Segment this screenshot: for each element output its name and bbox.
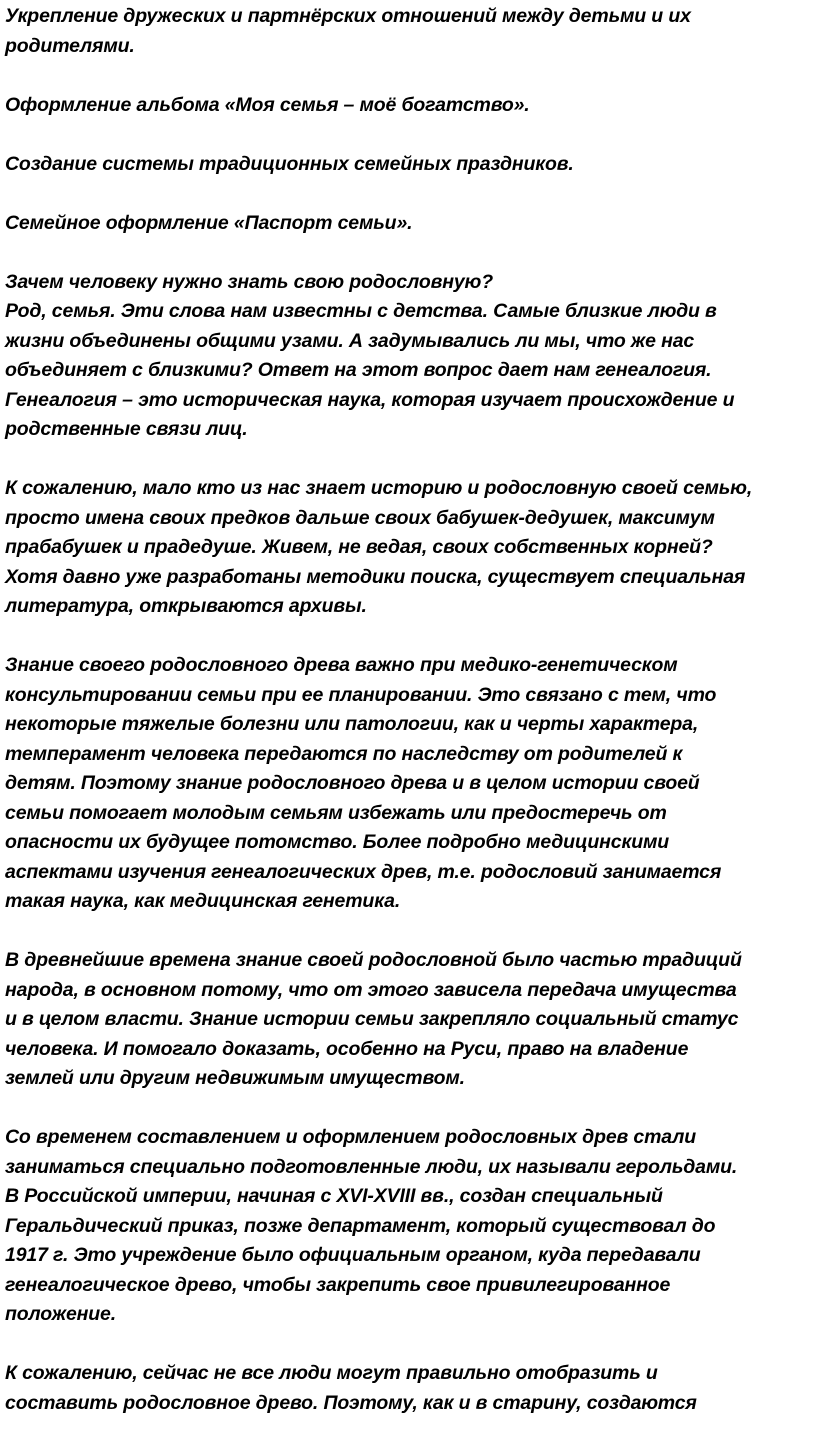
text-line: генеалогическое древо, чтобы закрепить свое привилегированное — [5, 1273, 671, 1296]
text-line: литература, открываются архивы. — [5, 595, 367, 617]
text-line: Геральдический приказ, позже департамент, который существовал до — [5, 1214, 716, 1237]
text-line: заниматься специально подготовленные люди, их называли герольдами. — [5, 1155, 738, 1178]
text-line: родителями. — [5, 34, 135, 57]
paragraph-holidays — [5, 150, 813, 180]
text-line: семьи помогает молодым семьям избежать или предостеречь от — [5, 801, 667, 824]
text-line: Укрепление дружеских и партнёрских отношений между детьми и их — [5, 5, 691, 27]
text-line: детям. Поэтому знание родословного древа и в целом истории своей — [5, 772, 700, 794]
text-line: В древнейшие времена знание своей родословной было частью традиций — [5, 949, 742, 971]
paragraph-nowadays — [5, 1359, 813, 1418]
text-line: Семейное оформление «Паспорт семьи». — [5, 211, 413, 234]
text-line: К сожалению, мало кто из нас знает историю и родословную своей семью, — [5, 477, 753, 499]
text-line: Хотя давно уже разработаны методики поиска, существует специальная — [5, 565, 746, 588]
paragraph-album — [5, 91, 813, 121]
text-line: Зачем человеку нужно знать свою родословную? — [5, 270, 494, 293]
paragraph-why-genealogy — [5, 268, 813, 445]
text-line: жизни объединены общими узами. А задумывались ли мы, что же нас — [5, 329, 695, 352]
text-line: землей или другим недвижимым имуществом. — [5, 1067, 465, 1089]
text-line: такая наука, как медицинская генетика. — [5, 890, 401, 912]
text-line: Род, семья. Эти слова нам известны с детства. Самые близкие люди в — [5, 300, 717, 322]
paragraph-few-know — [5, 474, 813, 622]
text-line: человека. И помогало доказать, особенно на Руси, право на владение — [5, 1037, 689, 1060]
text-line: положение. — [5, 1303, 117, 1325]
text-line: Знание своего родословного древа важно при медико-генетическом — [5, 654, 678, 676]
paragraph-ancient-times — [5, 946, 813, 1094]
text-line: аспектами изучения генеалогических древ, т.е. родословий занимается — [5, 860, 722, 883]
text-line: темперамент человека передаются по наследству от родителей к — [5, 742, 683, 765]
paragraph-heralds — [5, 1123, 813, 1330]
text-line: прабабушек и прадедуше. Живем, не ведая, своих собственных корней? — [5, 536, 713, 558]
text-line: В Российской империи, начиная с XVI-XVIII вв., создан специальный — [5, 1185, 663, 1207]
text-line: 1917 г. Это учреждение было официальным органом, куда передавали — [5, 1244, 701, 1266]
paragraph-medical-genetics — [5, 651, 813, 917]
text-line: консультировании семьи при ее планировании. Это связано с тем, что — [5, 683, 717, 706]
text-line: родственные связи лиц. — [5, 418, 248, 440]
text-line: и в целом власти. Знание истории семьи закрепляло социальный статус — [5, 1008, 739, 1030]
document-body — [5, 2, 813, 1448]
text-line: просто имена своих предков дальше своих бабушек-дедушек, максимум — [5, 506, 715, 529]
text-line: Оформление альбома «Моя семья – моё богатство». — [5, 93, 530, 116]
text-line: составить родословное древо. Поэтому, как и в старину, создаются — [5, 1391, 697, 1414]
text-line: опасности их будущее потомство. Более подробно медицинскими — [5, 831, 670, 853]
text-line: объединяет с близкими? Ответ на этот вопрос дает нам генеалогия. — [5, 359, 712, 381]
text-line: К сожалению, сейчас не все люди могут правильно отобразить и — [5, 1362, 658, 1384]
paragraph-passport — [5, 209, 813, 239]
text-line: народа, в основном потому, что от этого зависела передача имущества — [5, 978, 737, 1001]
text-line: Создание системы традиционных семейных праздников. — [5, 152, 574, 175]
text-line: Генеалогия – это историческая наука, которая изучает происхождение и — [5, 388, 735, 411]
text-line: некоторые тяжелые болезни или патологии, как и черты характера, — [5, 713, 699, 735]
text-line: Со временем составлением и оформлением родословных древ стали — [5, 1126, 696, 1148]
paragraph-goal-relationships — [5, 2, 813, 61]
